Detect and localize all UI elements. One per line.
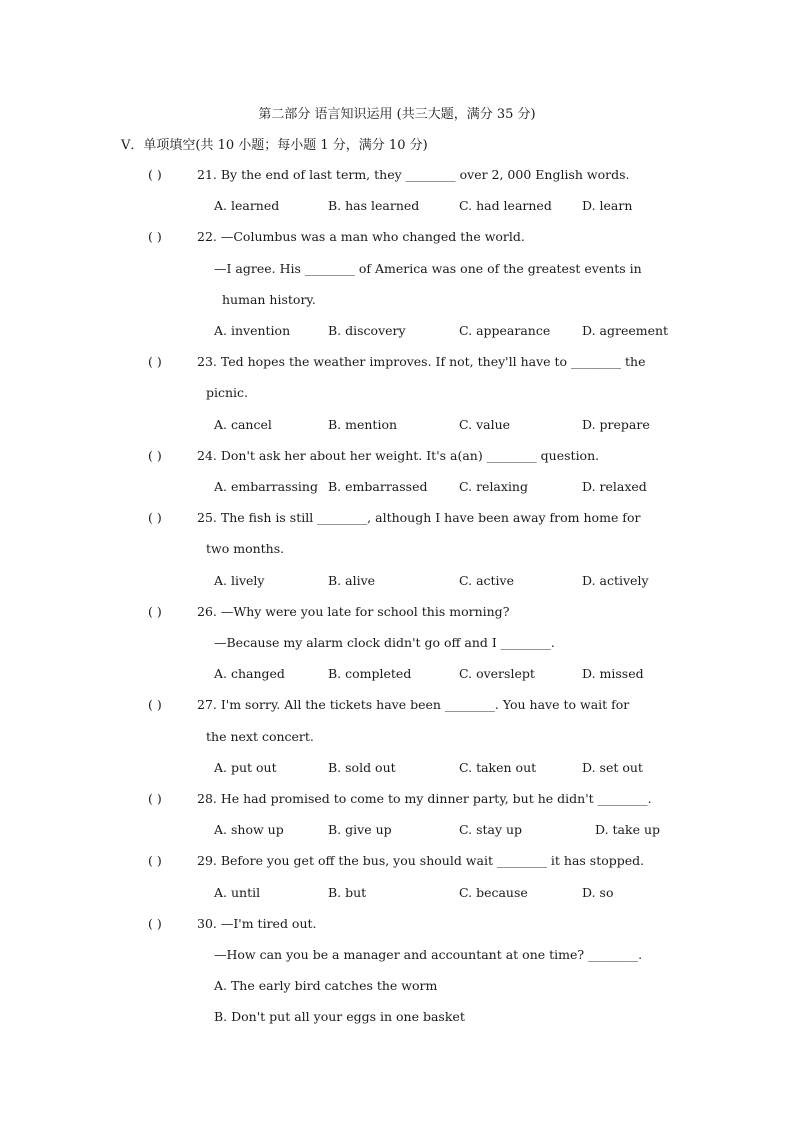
answer-bracket[interactable]: ( ) <box>148 603 162 619</box>
question-stem: 21. By the end of last term, they ________ over 2, 000 English words. <box>197 167 630 182</box>
question-stem: 23. Ted hopes the weather improves. If not, they'll have to ________ the <box>197 354 646 370</box>
option-c: C. taken out <box>459 759 537 775</box>
answer-bracket[interactable]: ( ) <box>148 447 162 463</box>
option-b: B. give up <box>328 822 392 838</box>
option-a: A. invention <box>214 323 291 338</box>
option-b: B. completed <box>328 666 412 682</box>
answer-bracket[interactable]: ( ) <box>148 510 162 526</box>
question-stem-continued: the next concert. <box>206 728 314 744</box>
question-stem: 28. He had promised to come to my dinner party, but he didn't ________. <box>197 791 652 806</box>
question-stem-continued: —I agree. His ________ of America was one of the greatest events in <box>214 260 642 276</box>
option-b: B. alive <box>328 572 376 588</box>
option-b: B. embarrassed <box>328 479 428 494</box>
option-c: C. value <box>459 416 511 432</box>
option-d: D. actively <box>582 572 649 588</box>
question-stem-continued: —How can you be a manager and accountant at one time? ________. <box>214 947 643 962</box>
answer-bracket[interactable]: ( ) <box>148 229 162 245</box>
option-a: A. The early bird catches the worm <box>214 978 438 994</box>
question-stem: 29. Before you get off the bus, you should wait ________ it has stopped. <box>197 853 645 869</box>
option-c: C. overslept <box>459 666 535 682</box>
section-heading: V．单项填空(共 10 小题；每小题 1 分，满分 10 分) <box>121 138 428 153</box>
question-stem-continued: two months. <box>206 541 285 557</box>
option-a: A. learned <box>214 198 280 214</box>
option-a: A. until <box>214 884 261 900</box>
option-d: D. learn <box>582 198 633 214</box>
question-stem: 26. —Why were you late for school this morning? <box>197 603 510 619</box>
answer-bracket[interactable]: ( ) <box>148 354 162 370</box>
option-d: D. prepare <box>582 416 650 432</box>
question-stem-continued: —Because my alarm clock didn't go off and I ________. <box>214 635 555 650</box>
answer-bracket[interactable]: ( ) <box>148 791 162 806</box>
option-a: A. cancel <box>214 416 272 432</box>
option-d: D. missed <box>582 666 644 682</box>
question-stem-continued: human history. <box>222 291 316 307</box>
option-c: C. because <box>459 884 528 900</box>
question-stem: 22. —Columbus was a man who changed the world. <box>197 229 525 245</box>
option-a: A. lively <box>214 572 265 588</box>
answer-bracket[interactable]: ( ) <box>148 167 162 182</box>
option-d: D. agreement <box>582 323 669 338</box>
option-b: B. has learned <box>328 198 420 214</box>
option-d: D. take up <box>595 822 660 838</box>
option-a: A. put out <box>214 759 277 775</box>
option-a: A. show up <box>214 822 284 838</box>
option-b: B. sold out <box>328 759 396 775</box>
option-c: C. active <box>459 572 514 588</box>
question-stem: 24. Don't ask her about her weight. It's a(an) ________ question. <box>197 447 600 463</box>
option-a: A. embarrassing <box>214 479 318 494</box>
answer-bracket[interactable]: ( ) <box>148 853 162 869</box>
option-c: C. had learned <box>459 198 552 214</box>
question-stem: 30. —I'm tired out. <box>197 915 317 931</box>
answer-bracket[interactable]: ( ) <box>148 915 162 931</box>
option-c: C. stay up <box>459 822 523 838</box>
option-b: B. mention <box>328 416 398 432</box>
option-c: C. relaxing <box>459 479 528 494</box>
option-d: D. so <box>582 884 614 900</box>
question-stem-continued: picnic. <box>206 385 249 401</box>
question-stem: 25. The fish is still ________, although I have been away from home for <box>197 510 641 526</box>
option-c: C. appearance <box>459 323 551 338</box>
part-title: 第二部分 语言知识运用 (共三大题，满分 35 分) <box>258 107 536 122</box>
option-a: A. changed <box>214 666 285 682</box>
answer-bracket[interactable]: ( ) <box>148 697 162 713</box>
option-d: D. relaxed <box>582 479 647 494</box>
option-d: D. set out <box>582 759 643 775</box>
option-b: B. discovery <box>328 323 406 338</box>
option-b: B. but <box>328 884 367 900</box>
option-b: B. Don't put all your eggs in one basket <box>214 1009 465 1025</box>
question-stem: 27. I'm sorry. All the tickets have been ________. You have to wait for <box>197 697 630 713</box>
